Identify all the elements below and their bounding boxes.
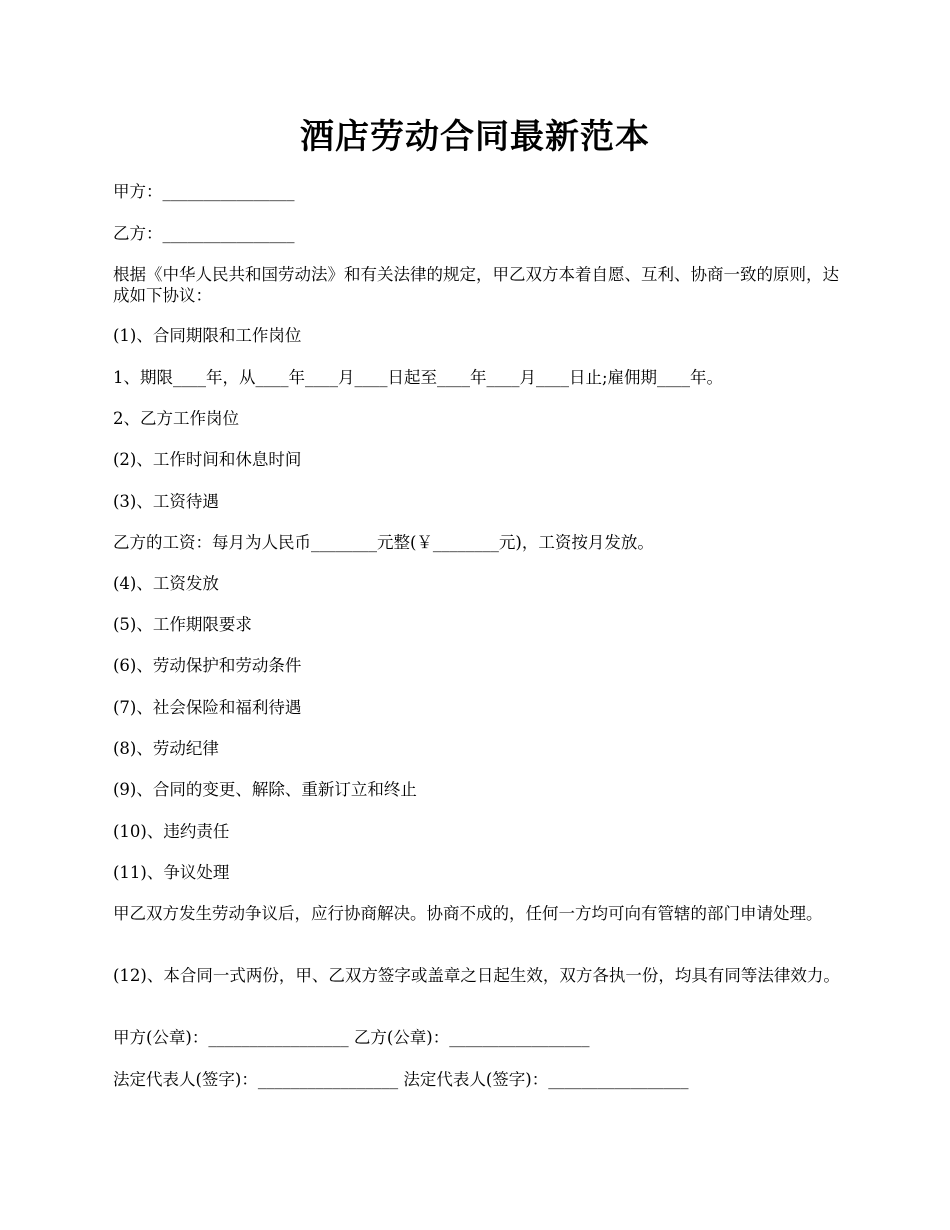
section-12-paragraph: (12)、本合同一式两份，甲、乙双方签字或盖章之日起生效，双方各执一份，均具有同等法律效力。 <box>113 966 840 985</box>
section-heading-4: (4)、工资发放 <box>113 574 219 593</box>
salary-clause: 乙方的工资：每月为人民币________元整(￥________元)，工资按月发放。 <box>113 533 654 552</box>
section-heading-5: (5)、工作期限要求 <box>113 615 252 634</box>
party-b-line: 乙方：________________ <box>113 224 295 243</box>
section-heading-3: (3)、工资待遇 <box>113 492 219 511</box>
section-heading-11: (11)、争议处理 <box>113 863 230 882</box>
section-heading-6: (6)、劳动保护和劳动条件 <box>113 656 302 675</box>
section-heading-1: (1)、合同期限和工作岗位 <box>113 326 302 345</box>
position-clause: 2、乙方工作岗位 <box>113 409 239 428</box>
seal-signature-line: 甲方(公章)：_________________ 乙方(公章)：_________________ <box>113 1028 590 1047</box>
document-title: 酒店劳动合同最新范本 <box>300 117 650 157</box>
dispute-paragraph: 甲乙双方发生劳动争议后，应行协商解决。协商不成的，任何一方均可向有管辖的部门申请处理。 <box>113 904 823 923</box>
section-heading-7: (7)、社会保险和福利待遇 <box>113 698 302 717</box>
representative-signature-line: 法定代表人(签字)：_________________ 法定代表人(签字)：_________________ <box>113 1070 689 1089</box>
section-heading-8: (8)、劳动纪律 <box>113 739 219 758</box>
party-a-line: 甲方：________________ <box>113 182 295 201</box>
section-heading-9: (9)、合同的变更、解除、重新订立和终止 <box>113 780 417 799</box>
preamble-paragraph: 根据《中华人民共和国劳动法》和有关法律的规定，甲乙双方本着自愿、互利、协商一致的原则，达成如下协议： <box>113 265 839 305</box>
section-heading-10: (10)、违约责任 <box>113 822 230 841</box>
section-heading-2: (2)、工作时间和休息时间 <box>113 450 302 469</box>
term-clause: 1、期限____年，从____年____月____日起至____年____月____日止;雇佣期____年。 <box>113 368 724 387</box>
